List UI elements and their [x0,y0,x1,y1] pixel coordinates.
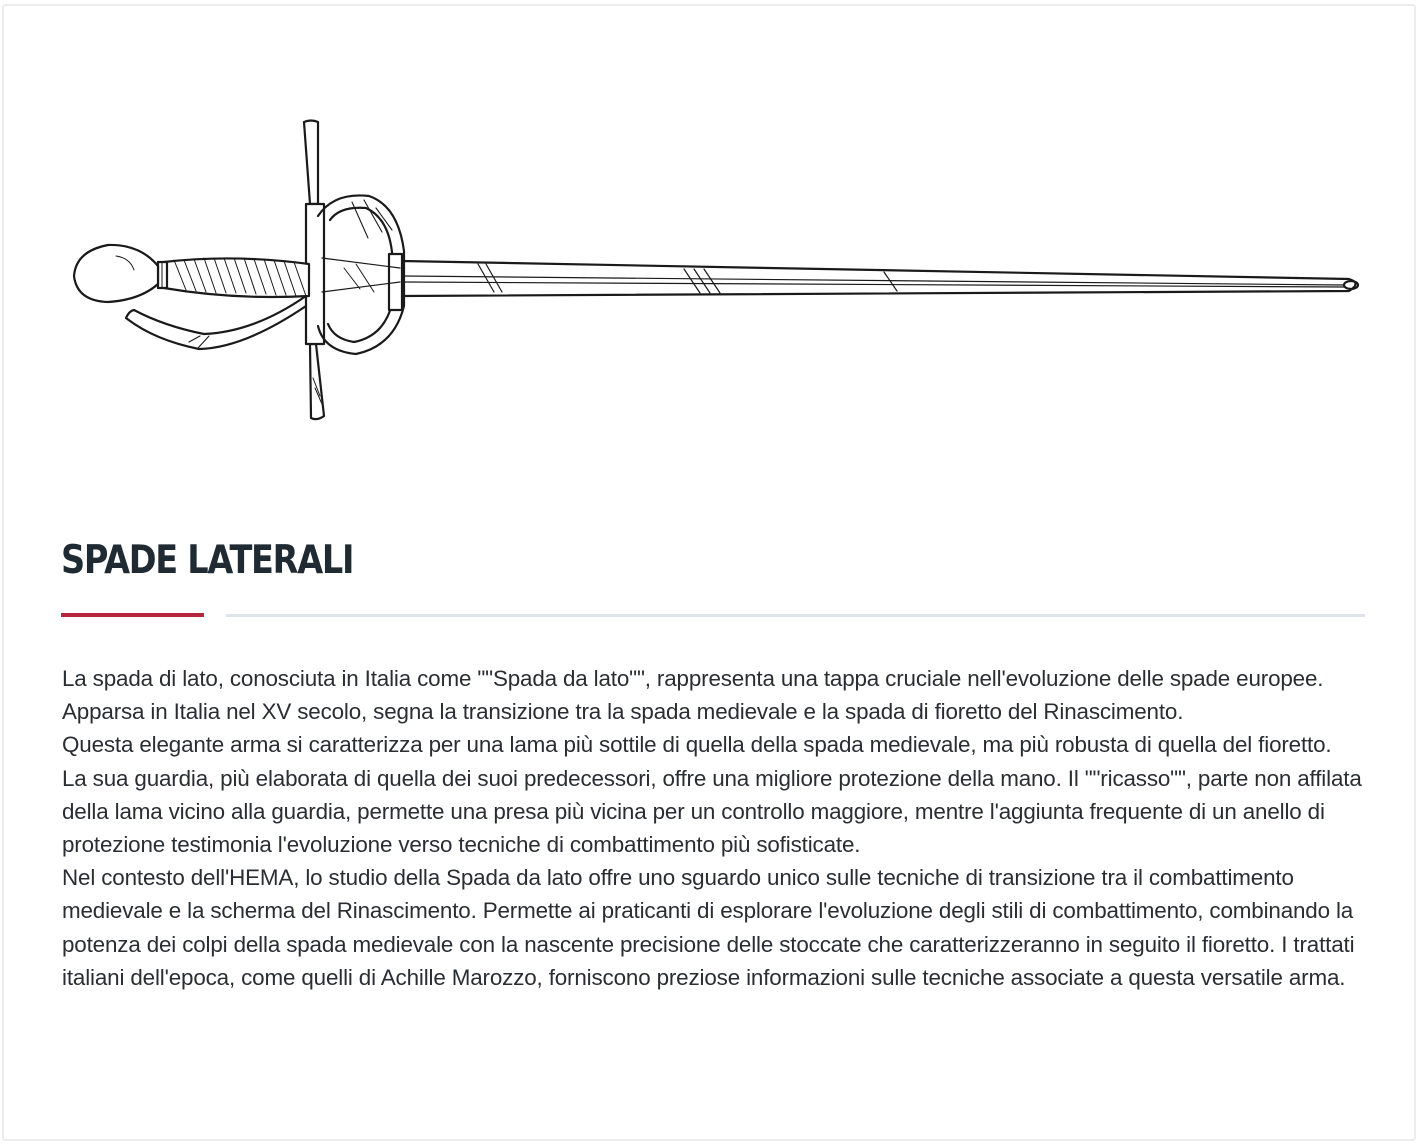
content-card [2,4,1416,1141]
paragraph: Nel contesto dell'HEMA, lo studio della Spada da lato offre uno sguardo unico sulle tecniche di transizione tra il combattimento medievale e la scherma del Rinascimento. Permette ai praticanti di esplorare l'evoluzione degli stili di combattimento, combinando la potenza dei colpi della spada medievale con la nascente precisione delle stoccate che caratterizzeranno in seguito il fioretto. I trattati italiani dell'epoca, come quelli di Achille Marozzo, forniscono preziose informazioni sulle tecniche associate a questa versatile arma. [62,865,1355,990]
divider-rule [226,614,1365,617]
pommel [74,245,158,302]
divider-accent [61,613,204,617]
blade [402,261,1356,296]
description [62,662,1362,994]
page-title: SPADE LATERALI [61,538,354,583]
paragraph: La spada di lato, conosciuta in Italia come ""Spada da lato"", rappresenta una tappa cruciale nell'evoluzione delle spade europee. Apparsa in Italia nel XV secolo, segna la transizione tra la spada medievale e la spada di fioretto del Rinascimento. [62,666,1324,725]
paragraph: Questa elegante arma si caratterizza per una lama più sottile di quella della spada medievale, ma più robusta di quella del fioretto. La sua guardia, più elaborata di quella dei suoi predecessori, offre una migliore protezione della mano. Il ""ricasso"", parte non affilata della lama vicino alla guardia, permette una presa più vicina per un controllo maggiore, mentre l'aggiunta frequente di un anello di protezione testimonia l'evoluzione verso tecniche di combattimento più sofisticate. [62,732,1362,858]
sword-illustration [44,86,1384,456]
title-divider [61,612,1365,618]
cross-guard [304,121,318,205]
knuckle-bow [126,296,306,349]
